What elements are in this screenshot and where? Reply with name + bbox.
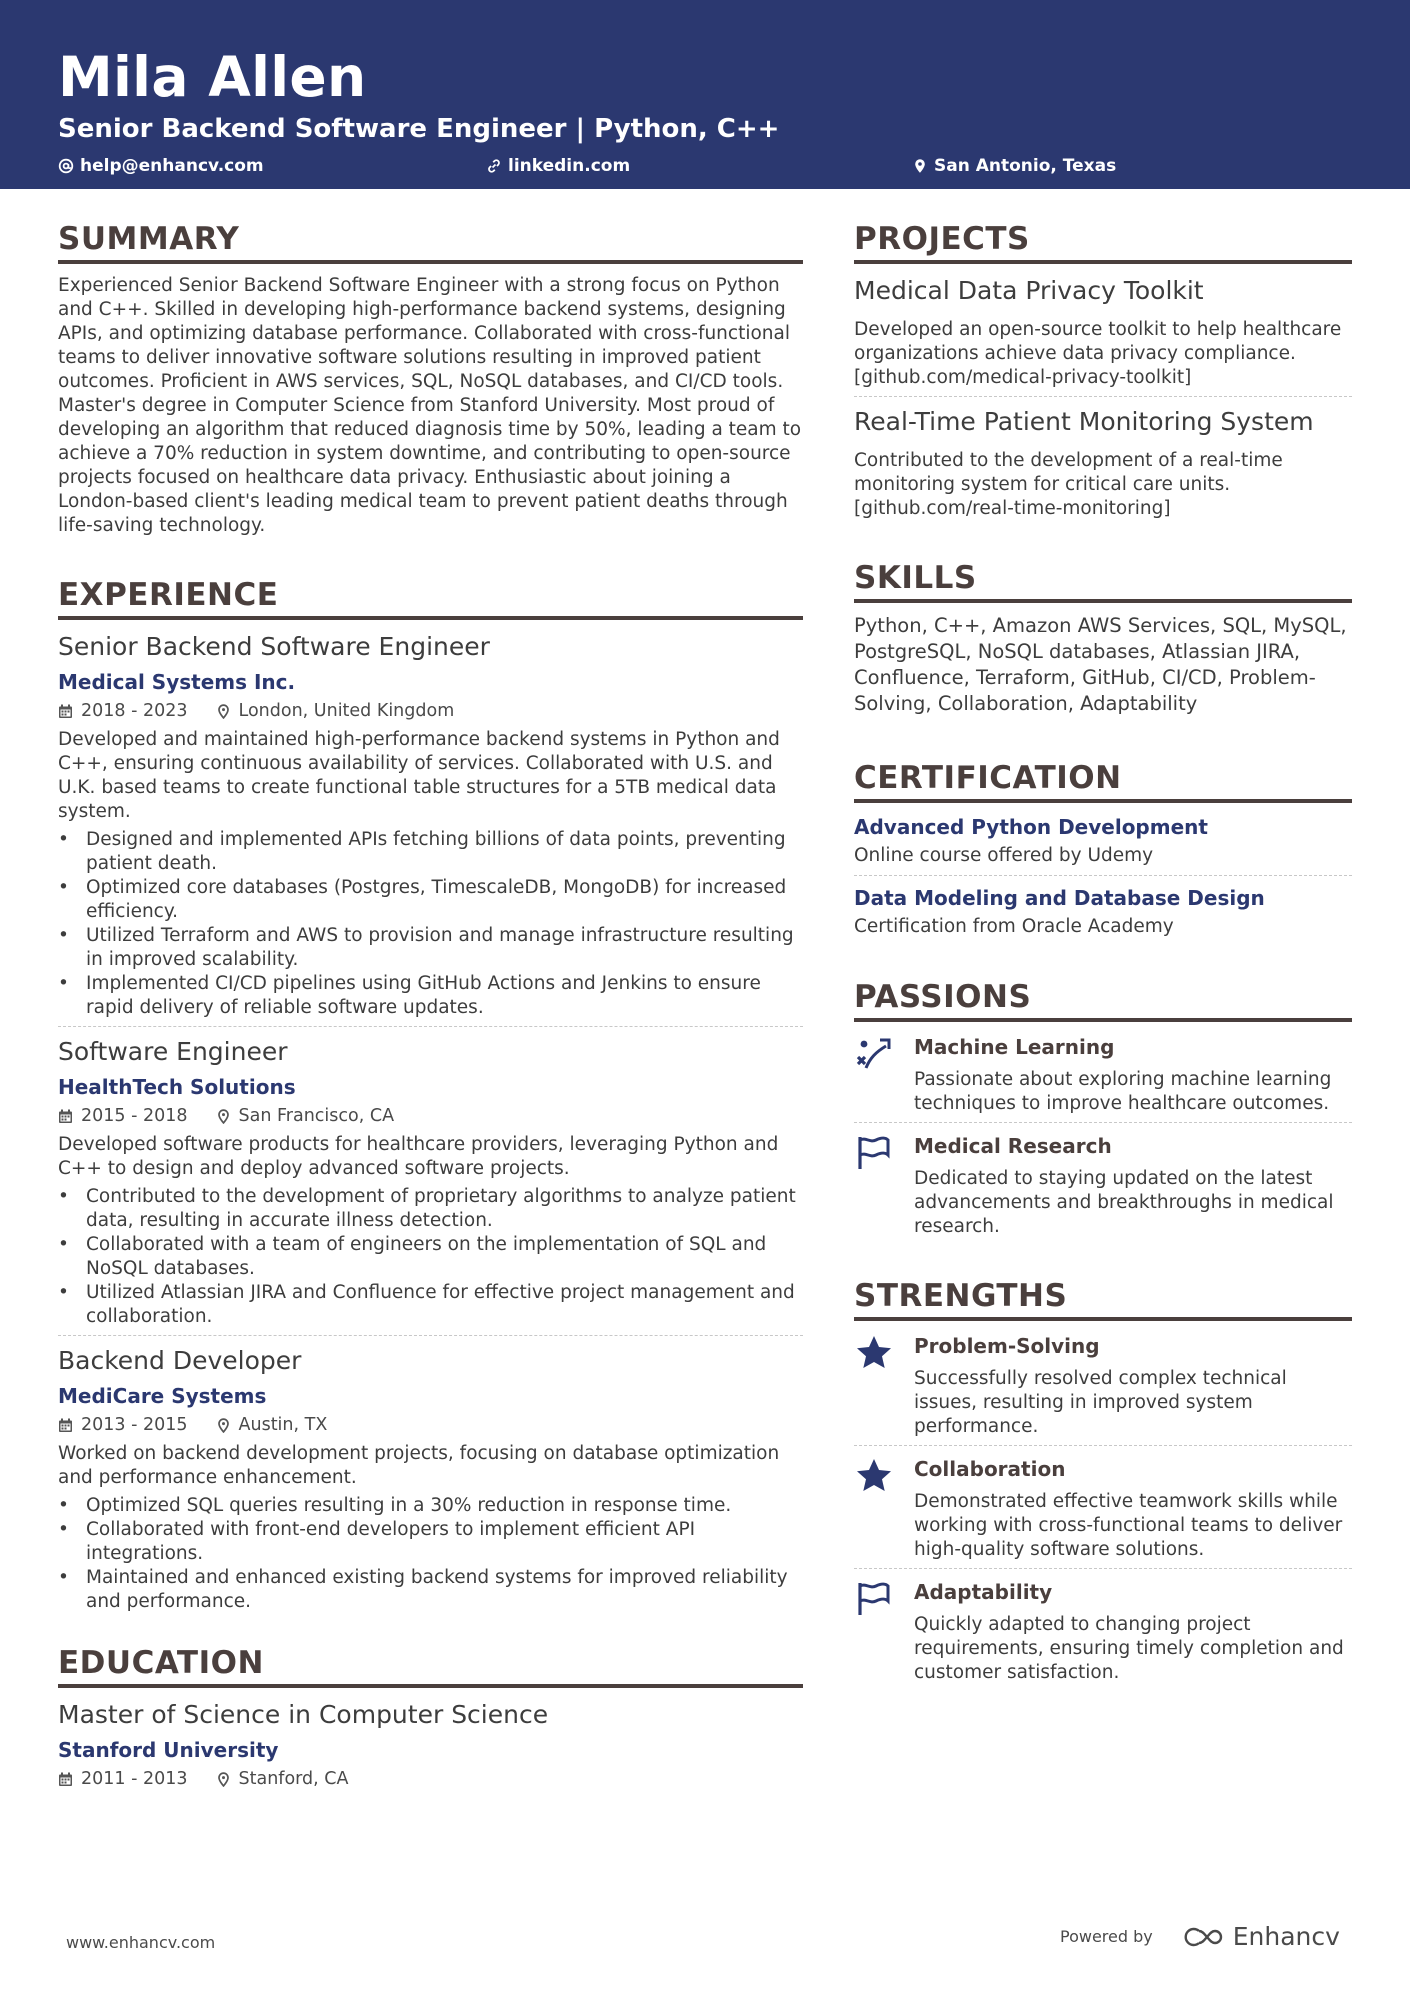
bullet-item: • Maintained and enhanced existing backend systems for improved reliability and performance. bbox=[58, 1566, 803, 1614]
job-bullets bbox=[58, 1494, 803, 1614]
strength-entry bbox=[854, 1331, 1352, 1445]
powered-by-label: Powered by bbox=[1060, 1927, 1153, 1946]
experience-entry bbox=[58, 1026, 803, 1335]
certification-description: Certification from Oracle Academy bbox=[854, 916, 1174, 937]
certification-description: Online course offered by Udemy bbox=[854, 845, 1154, 866]
strength-entry bbox=[854, 1568, 1352, 1691]
location-pin-icon bbox=[216, 1418, 231, 1433]
projects-section bbox=[854, 218, 1352, 527]
resume-header bbox=[0, 0, 1410, 189]
project-title: Medical Data Privacy Toolkit bbox=[854, 276, 1204, 305]
enhancv-logo[interactable] bbox=[1179, 1922, 1340, 1951]
skills-section bbox=[854, 557, 1352, 717]
calendar-icon bbox=[58, 1418, 73, 1433]
location-pin-icon bbox=[216, 704, 231, 719]
experience-heading: EXPERIENCE bbox=[58, 574, 803, 620]
contact-location bbox=[912, 156, 1116, 176]
bullet-item: • Optimized core databases (Postgres, TimescaleDB, MongoDB) for increased efficiency. bbox=[58, 876, 803, 924]
job-bullets bbox=[58, 1185, 803, 1329]
strength-description: Successfully resolved complex technical issues, resulting in improved system performance. bbox=[914, 1368, 1287, 1437]
job-description: Developed and maintained high-performance backend systems in Python and C++, ensuring continuous availability of services. Collaborated with U.S. and U.K. based teams to create functional table structures for a 5TB medical data system. bbox=[58, 729, 780, 822]
job-meta bbox=[58, 1103, 803, 1129]
job-meta bbox=[58, 1412, 803, 1438]
bullet-item: • Optimized SQL queries resulting in a 30% reduction in response time. bbox=[58, 1494, 803, 1518]
certification-title: Data Modeling and Database Design bbox=[854, 886, 1265, 910]
flag-icon bbox=[854, 1133, 894, 1173]
certification-heading: CERTIFICATION bbox=[854, 757, 1352, 803]
contact-email[interactable] bbox=[58, 156, 264, 176]
strengths-heading: STRENGTHS bbox=[854, 1275, 1352, 1321]
skills-text: Python, C++, Amazon AWS Services, SQL, MySQL, PostgreSQL, NoSQL databases, Atlassian JIRA, Confluence, Terraform, GitHub, CI/CD, Problem-Solving, Collaboration, Adaptability bbox=[854, 614, 1347, 715]
strength-title: Adaptability bbox=[914, 1580, 1053, 1604]
experience-section bbox=[58, 574, 803, 1620]
job-role: Software Engineer bbox=[58, 1037, 288, 1066]
strategy-icon bbox=[854, 1034, 894, 1074]
job-role: Senior Backend Software Engineer bbox=[58, 632, 490, 661]
education-school: Stanford University bbox=[58, 1738, 279, 1762]
passion-entry bbox=[854, 1122, 1352, 1245]
education-heading: EDUCATION bbox=[58, 1642, 803, 1688]
calendar-icon bbox=[58, 704, 73, 719]
location-pin-icon bbox=[912, 158, 928, 174]
skills-heading: SKILLS bbox=[854, 557, 1352, 603]
star-icon bbox=[854, 1333, 894, 1373]
job-company: HealthTech Solutions bbox=[58, 1075, 296, 1099]
bullet-item: • Contributed to the development of proprietary algorithms to analyze patient data, resulting in accurate illness detection. bbox=[58, 1185, 803, 1233]
experience-entry bbox=[58, 630, 803, 1026]
summary-heading: SUMMARY bbox=[58, 218, 803, 264]
strength-title: Problem-Solving bbox=[914, 1334, 1100, 1358]
passion-entry bbox=[854, 1032, 1352, 1122]
certification-title: Advanced Python Development bbox=[854, 815, 1208, 839]
location-text: San Antonio, Texas bbox=[934, 156, 1117, 176]
footer-branding bbox=[1060, 1922, 1340, 1951]
project-description: Contributed to the development of a real-time monitoring system for critical care units. [github.com/real-time-monitoring] bbox=[854, 450, 1283, 519]
job-meta bbox=[58, 698, 803, 724]
job-dates: 2013 - 2015 bbox=[81, 1415, 188, 1435]
bullet-item: • Implemented CI/CD pipelines using GitHub Actions and Jenkins to ensure rapid delivery of reliable software updates. bbox=[58, 972, 803, 1020]
location-pin-icon bbox=[216, 1772, 231, 1787]
passion-description: Dedicated to staying updated on the latest advancements and breakthroughs in medical research. bbox=[914, 1168, 1334, 1237]
project-entry bbox=[854, 396, 1352, 527]
passions-section bbox=[854, 976, 1352, 1245]
passions-heading: PASSIONS bbox=[854, 976, 1352, 1022]
job-dates: 2018 - 2023 bbox=[81, 701, 188, 721]
education-section bbox=[58, 1642, 803, 1792]
right-column bbox=[854, 218, 1352, 1691]
enhancv-logo-icon bbox=[1179, 1925, 1225, 1949]
passion-title: Medical Research bbox=[914, 1134, 1112, 1158]
education-dates: 2011 - 2013 bbox=[81, 1769, 188, 1789]
passion-description: Passionate about exploring machine learning techniques to improve healthcare outcomes. bbox=[914, 1069, 1332, 1114]
bullet-item: • Utilized Atlassian JIRA and Confluence for effective project management and collaboration. bbox=[58, 1281, 803, 1329]
job-description: Worked on backend development projects, focusing on database optimization and performance enhancement. bbox=[58, 1443, 780, 1488]
project-title: Real-Time Patient Monitoring System bbox=[854, 407, 1314, 436]
job-description: Developed software products for healthcare providers, leveraging Python and C++ to design and deploy advanced software projects. bbox=[58, 1134, 779, 1179]
strengths-section bbox=[854, 1275, 1352, 1691]
brand-name: Enhancv bbox=[1232, 1922, 1340, 1951]
strength-description: Demonstrated effective teamwork skills while working with cross-functional teams to deliver high-quality software solutions. bbox=[914, 1491, 1343, 1560]
candidate-name: Mila Allen bbox=[58, 45, 367, 109]
job-bullets bbox=[58, 828, 803, 1020]
job-location: Austin, TX bbox=[238, 1415, 328, 1435]
link-icon bbox=[486, 158, 502, 174]
bullet-item: • Utilized Terraform and AWS to provision and manage infrastructure resulting in improved scalability. bbox=[58, 924, 803, 972]
strength-title: Collaboration bbox=[914, 1457, 1066, 1481]
passion-title: Machine Learning bbox=[914, 1035, 1115, 1059]
job-dates: 2015 - 2018 bbox=[81, 1106, 188, 1126]
job-role: Backend Developer bbox=[58, 1346, 302, 1375]
education-meta bbox=[58, 1766, 803, 1792]
linkedin-text: linkedin.com bbox=[508, 156, 631, 176]
project-entry bbox=[854, 274, 1352, 396]
experience-entry bbox=[58, 1335, 803, 1620]
job-company: Medical Systems Inc. bbox=[58, 670, 296, 694]
strength-entry bbox=[854, 1445, 1352, 1568]
certification-entry bbox=[854, 875, 1352, 946]
bullet-item: • Designed and implemented APIs fetching billions of data points, preventing patient death. bbox=[58, 828, 803, 876]
education-degree: Master of Science in Computer Science bbox=[58, 1700, 549, 1729]
job-location: London, United Kingdom bbox=[238, 701, 455, 721]
contact-row bbox=[58, 152, 1352, 182]
calendar-icon bbox=[58, 1109, 73, 1124]
calendar-icon bbox=[58, 1772, 73, 1787]
job-location: San Francisco, CA bbox=[238, 1106, 395, 1126]
flag-icon bbox=[854, 1579, 894, 1619]
summary-text: Experienced Senior Backend Software Engineer with a strong focus on Python and C++. Skilled in developing high-performance backend systems, designing APIs, and optimizing database performance. Collaborated with cross-functional teams to deliver innovative software solutions resulting in improved patient outcomes. Proficient in AWS services, SQL, NoSQL databases, and CI/CD tools. Master's degree in Computer Science from Stanford University. Most proud of developing an algorithm that reduced diagnosis time by 50%, leading a team to achieve a 70% reduction in system downtime, and contributing to open-source projects focused on healthcare data privacy. Enthusiastic about joining a London-based client's leading medical team to prevent patient deaths through life-saving technology. bbox=[58, 275, 802, 536]
summary-section bbox=[58, 218, 803, 538]
projects-heading: PROJECTS bbox=[854, 218, 1352, 264]
education-location: Stanford, CA bbox=[238, 1769, 349, 1789]
bullet-item: • Collaborated with a team of engineers on the implementation of SQL and NoSQL databases. bbox=[58, 1233, 803, 1281]
strength-description: Quickly adapted to changing project requirements, ensuring timely completion and customer satisfaction. bbox=[914, 1614, 1344, 1683]
star-icon bbox=[854, 1456, 894, 1496]
certification-entry bbox=[854, 813, 1352, 875]
certification-section bbox=[854, 757, 1352, 946]
left-column bbox=[58, 218, 803, 1796]
email-text: help@enhancv.com bbox=[80, 156, 264, 176]
at-icon bbox=[58, 158, 74, 174]
contact-linkedin[interactable] bbox=[486, 156, 630, 176]
job-company: MediCare Systems bbox=[58, 1384, 267, 1408]
candidate-title: Senior Backend Software Engineer | Python, C++ bbox=[58, 114, 780, 144]
bullet-item: • Collaborated with front-end developers to implement efficient API integrations. bbox=[58, 1518, 803, 1566]
location-pin-icon bbox=[216, 1109, 231, 1124]
project-description: Developed an open-source toolkit to help healthcare organizations achieve data privacy compliance. [github.com/medical-privacy-toolkit] bbox=[854, 319, 1342, 388]
footer-website[interactable]: www.enhancv.com bbox=[66, 1933, 216, 1952]
